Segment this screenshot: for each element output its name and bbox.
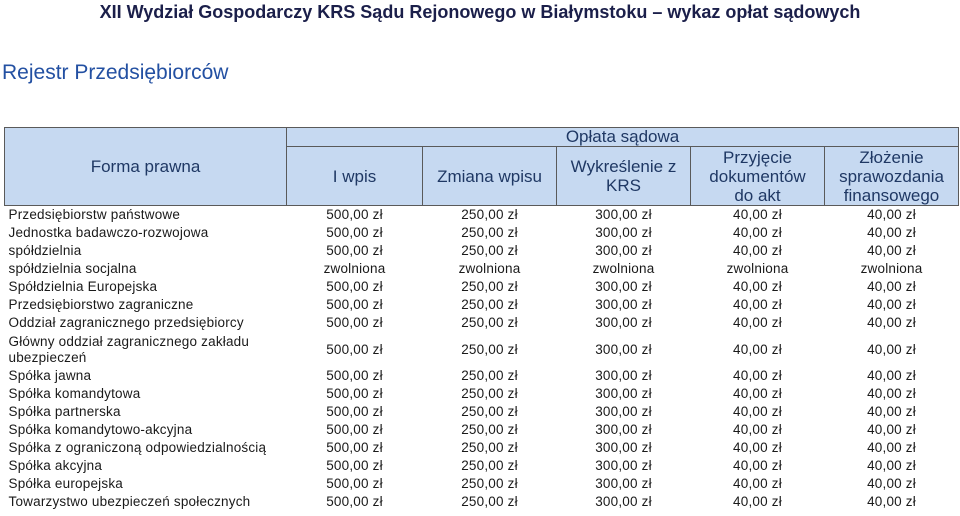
table-row xyxy=(5,493,959,511)
fee-document-filing-cell: 40,00 zł xyxy=(733,440,782,455)
legal-form-cell: spółdzielnia xyxy=(8,243,82,258)
fee-first-entry-cell: 500,00 zł xyxy=(326,476,383,491)
fee-entry-change-cell: zwolniona xyxy=(458,261,521,276)
fee-first-entry-cell: 500,00 zł xyxy=(326,386,383,401)
header-deletion-from-krs-label: Wykreślenie z KRS xyxy=(570,157,677,195)
fee-first-entry-cell: 500,00 zł xyxy=(326,422,383,437)
fee-financial-statement-cell: 40,00 zł xyxy=(867,404,916,419)
fee-entry-change-cell: 250,00 zł xyxy=(461,368,518,383)
fee-deletion-cell: 300,00 zł xyxy=(595,440,652,455)
fee-document-filing-cell: 40,00 zł xyxy=(733,404,782,419)
header-entry-change xyxy=(423,147,557,206)
legal-form-cell: Przedsiębiorstw państwowe xyxy=(8,207,181,222)
table-row xyxy=(5,439,959,457)
fee-first-entry-cell: 500,00 zł xyxy=(326,341,383,357)
fee-deletion-cell: 300,00 zł xyxy=(595,207,652,222)
fee-deletion-cell: 300,00 zł xyxy=(595,341,652,357)
fee-document-filing-cell: zwolniona xyxy=(726,261,789,276)
fee-document-filing-cell: 40,00 zł xyxy=(733,341,782,357)
table-row xyxy=(5,421,959,439)
fee-first-entry-cell: 500,00 zł xyxy=(326,368,383,383)
fee-financial-statement-cell: 40,00 zł xyxy=(867,297,916,312)
table-row xyxy=(5,314,959,332)
fee-financial-statement-cell: 40,00 zł xyxy=(867,243,916,258)
fee-entry-change-cell: 250,00 zł xyxy=(461,315,518,330)
fee-document-filing-cell: 40,00 zł xyxy=(733,386,782,401)
fee-entry-change-cell: 250,00 zł xyxy=(461,386,518,401)
table-row xyxy=(5,260,959,278)
fee-financial-statement-cell: 40,00 zł xyxy=(867,341,916,357)
fee-document-filing-cell: 40,00 zł xyxy=(733,458,782,473)
fee-document-filing-cell: 40,00 zł xyxy=(733,494,782,509)
legal-form-cell: Jednostka badawczo-rozwojowa xyxy=(8,225,209,240)
fee-deletion-cell: 300,00 zł xyxy=(595,243,652,258)
fee-first-entry-cell: 500,00 zł xyxy=(326,494,383,509)
fee-entry-change-cell: 250,00 zł xyxy=(461,494,518,509)
header-entry-change-label: Zmiana wpisu xyxy=(437,167,542,186)
legal-form-cell: Spółka europejska xyxy=(8,476,123,491)
fee-entry-change-cell: 250,00 zł xyxy=(461,476,518,491)
fee-document-filing-cell: 40,00 zł xyxy=(733,243,782,258)
fee-first-entry-cell: 500,00 zł xyxy=(326,458,383,473)
table-row xyxy=(5,367,959,385)
fee-financial-statement-cell: 40,00 zł xyxy=(867,368,916,383)
fee-entry-change-cell: 250,00 zł xyxy=(461,207,518,222)
fee-document-filing-cell: 40,00 zł xyxy=(733,279,782,294)
fee-financial-statement-cell: 40,00 zł xyxy=(867,422,916,437)
table-body xyxy=(5,206,959,512)
fee-financial-statement-cell: 40,00 zł xyxy=(867,494,916,509)
fee-entry-change-cell: 250,00 zł xyxy=(461,297,518,312)
fee-deletion-cell: zwolniona xyxy=(592,261,655,276)
legal-form-cell: Spółka z ograniczoną odpowiedzialnością xyxy=(8,440,267,455)
fee-deletion-cell: 300,00 zł xyxy=(595,458,652,473)
fee-document-filing-cell: 40,00 zł xyxy=(733,368,782,383)
fee-deletion-cell: 300,00 zł xyxy=(595,315,652,330)
page-title: XII Wydział Gospodarczy KRS Sądu Rejonowego w Białymstoku – wykaz opłat sądowych xyxy=(99,2,861,22)
fee-entry-change-cell: 250,00 zł xyxy=(461,404,518,419)
table-row xyxy=(5,332,959,367)
legal-form-cell: Spółdzielnia Europejska xyxy=(8,279,158,294)
fee-entry-change-cell: 250,00 zł xyxy=(461,279,518,294)
fee-deletion-cell: 300,00 zł xyxy=(595,404,652,419)
table-row xyxy=(5,242,959,260)
header-document-filing xyxy=(691,147,825,206)
fee-financial-statement-cell: 40,00 zł xyxy=(867,440,916,455)
header-first-entry-label: I wpis xyxy=(332,167,377,186)
header-financial-statement-label: Złożenie sprawozdania finansowego xyxy=(839,147,944,205)
fee-financial-statement-cell: 40,00 zł xyxy=(867,458,916,473)
fee-first-entry-cell: 500,00 zł xyxy=(326,297,383,312)
legal-form-cell: Towarzystwo ubezpieczeń społecznych xyxy=(8,494,251,509)
legal-form-cell: Spółka jawna xyxy=(8,368,92,383)
legal-form-cell: Spółka komandytowo-akcyjna xyxy=(8,422,193,437)
fee-first-entry-cell: zwolniona xyxy=(323,261,386,276)
table-row xyxy=(5,224,959,242)
legal-form-cell: Główny oddział zagranicznego zakładu ubezpieczeń xyxy=(8,333,250,365)
header-document-filing-label: Przyjęcie dokumentów do akt xyxy=(709,147,806,205)
fee-deletion-cell: 300,00 zł xyxy=(595,476,652,491)
fee-first-entry-cell: 500,00 zł xyxy=(326,207,383,222)
fee-entry-change-cell: 250,00 zł xyxy=(461,243,518,258)
fee-entry-change-cell: 250,00 zł xyxy=(461,440,518,455)
fee-document-filing-cell: 40,00 zł xyxy=(733,315,782,330)
legal-form-cell: Spółka partnerska xyxy=(8,404,121,419)
legal-form-cell: spółdzielnia socjalna xyxy=(8,261,137,276)
fee-document-filing-cell: 40,00 zł xyxy=(733,476,782,491)
fee-table xyxy=(4,127,959,511)
fee-financial-statement-cell: 40,00 zł xyxy=(867,279,916,294)
table-row xyxy=(5,296,959,314)
table-row xyxy=(5,403,959,421)
fee-document-filing-cell: 40,00 zł xyxy=(733,297,782,312)
fee-document-filing-cell: 40,00 zł xyxy=(733,422,782,437)
legal-form-cell: Spółka komandytowa xyxy=(8,386,141,401)
fee-entry-change-cell: 250,00 zł xyxy=(461,225,518,240)
fee-document-filing-cell: 40,00 zł xyxy=(733,225,782,240)
table-row xyxy=(5,206,959,225)
table-row xyxy=(5,457,959,475)
header-row-group xyxy=(5,128,959,147)
fee-document-filing-cell: 40,00 zł xyxy=(733,207,782,222)
fee-financial-statement-cell: 40,00 zł xyxy=(867,386,916,401)
fee-first-entry-cell: 500,00 zł xyxy=(326,315,383,330)
header-financial-statement xyxy=(825,147,959,206)
fee-financial-statement-cell: zwolniona xyxy=(860,261,923,276)
fee-deletion-cell: 300,00 zł xyxy=(595,422,652,437)
fee-first-entry-cell: 500,00 zł xyxy=(326,225,383,240)
fee-deletion-cell: 300,00 zł xyxy=(595,386,652,401)
fee-deletion-cell: 300,00 zł xyxy=(595,279,652,294)
header-deletion-from-krs xyxy=(557,147,691,206)
fee-deletion-cell: 300,00 zł xyxy=(595,297,652,312)
header-first-entry xyxy=(287,147,423,206)
table-row xyxy=(5,385,959,403)
fee-first-entry-cell: 500,00 zł xyxy=(326,243,383,258)
header-court-fee-group: Opłata sądowa xyxy=(287,128,959,147)
fee-financial-statement-cell: 40,00 zł xyxy=(867,476,916,491)
fee-financial-statement-cell: 40,00 zł xyxy=(867,315,916,330)
fee-first-entry-cell: 500,00 zł xyxy=(326,279,383,294)
section-title: Rejestr Przedsiębiorców xyxy=(2,61,229,84)
fee-first-entry-cell: 500,00 zł xyxy=(326,440,383,455)
legal-form-cell: Spółka akcyjna xyxy=(8,458,103,473)
table-header xyxy=(5,128,959,206)
fee-deletion-cell: 300,00 zł xyxy=(595,225,652,240)
fee-financial-statement-cell: 40,00 zł xyxy=(867,207,916,222)
legal-form-cell: Przedsiębiorstwo zagraniczne xyxy=(8,297,194,312)
fee-deletion-cell: 300,00 zł xyxy=(595,494,652,509)
header-legal-form: Forma prawna xyxy=(5,128,287,206)
table-row xyxy=(5,475,959,493)
fee-entry-change-cell: 250,00 zł xyxy=(461,422,518,437)
table-row xyxy=(5,278,959,296)
fee-financial-statement-cell: 40,00 zł xyxy=(867,225,916,240)
legal-form-cell: Oddział zagranicznego przedsiębiorcy xyxy=(8,315,244,330)
fee-entry-change-cell: 250,00 zł xyxy=(461,458,518,473)
fee-deletion-cell: 300,00 zł xyxy=(595,368,652,383)
fee-first-entry-cell: 500,00 zł xyxy=(326,404,383,419)
fee-entry-change-cell: 250,00 zł xyxy=(461,341,518,357)
